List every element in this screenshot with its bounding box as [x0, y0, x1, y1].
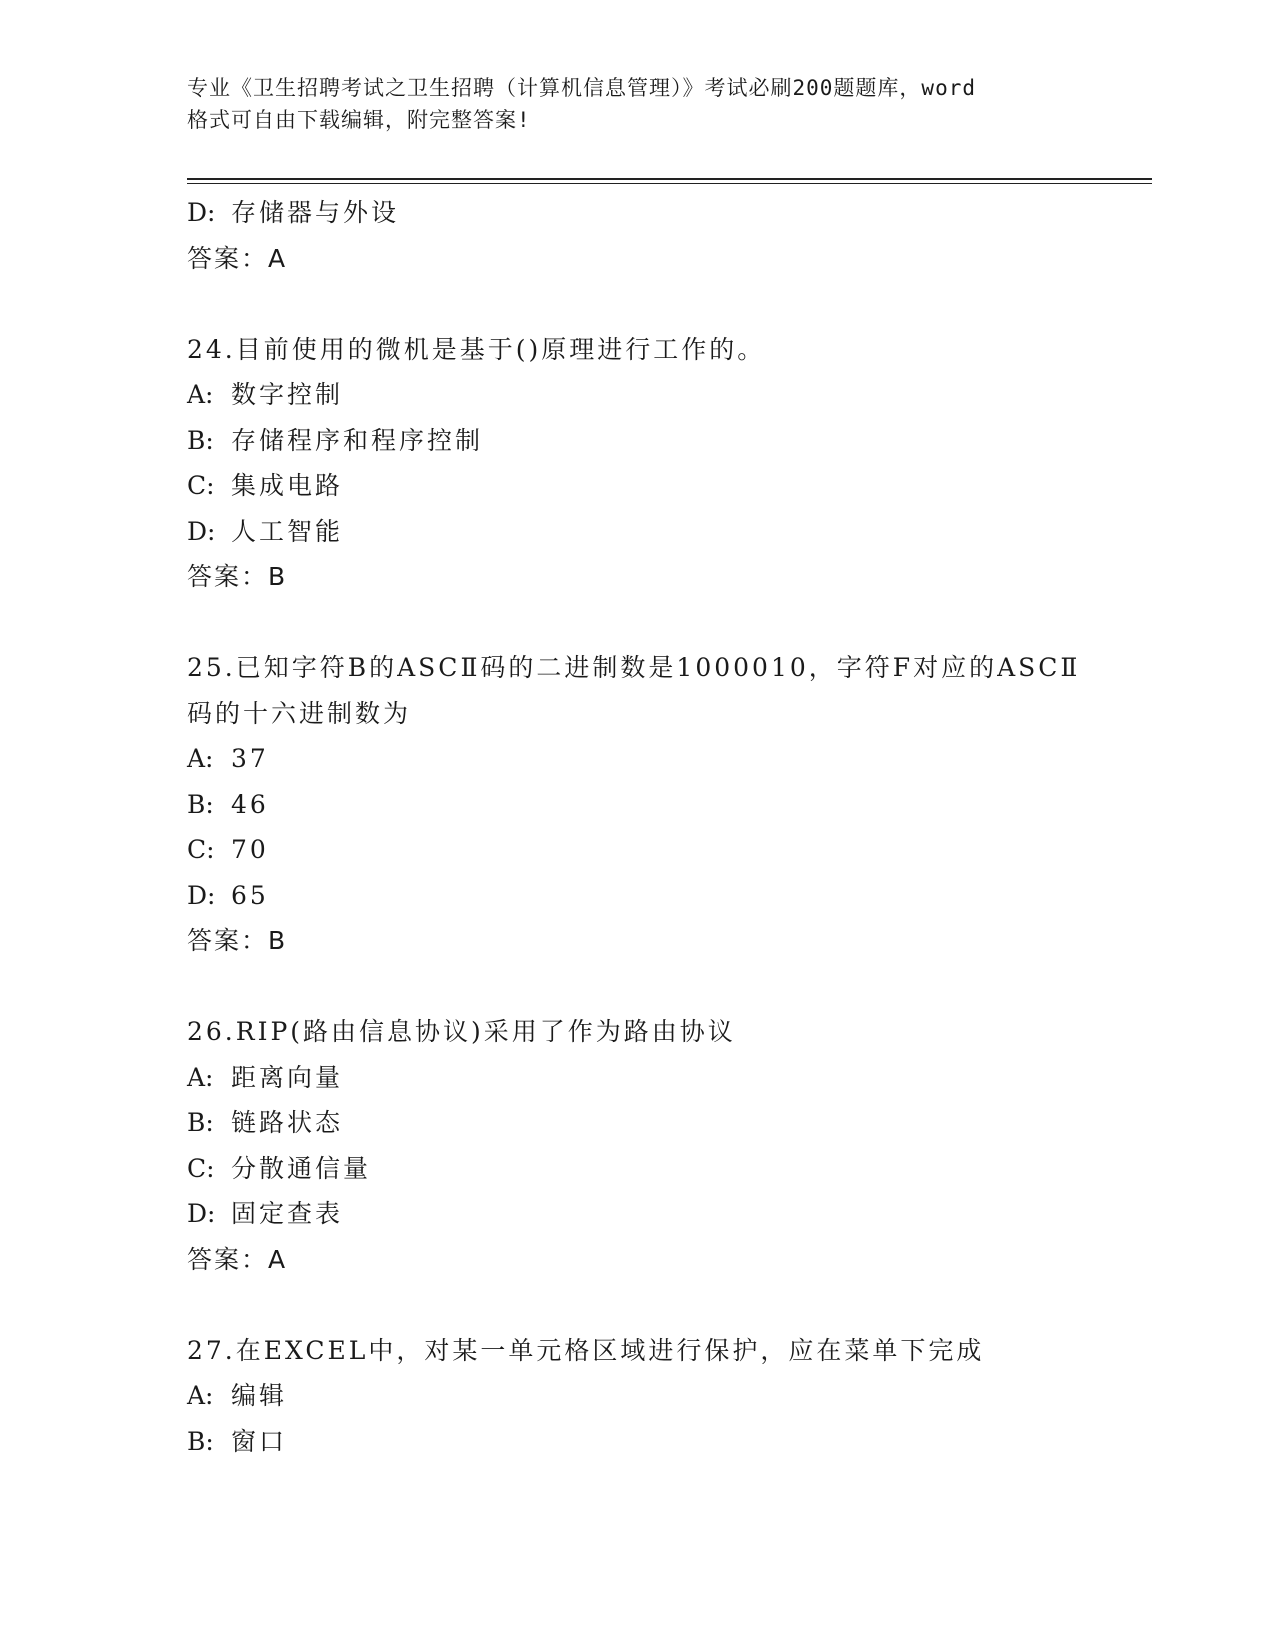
option-text: 数字控制 [231, 380, 344, 409]
option-a [187, 372, 1152, 418]
option-key: C: [187, 1153, 215, 1183]
question-26 [187, 1009, 1152, 1282]
option-d [187, 509, 1152, 555]
option-key: B: [187, 789, 214, 819]
question-27 [187, 1328, 1152, 1465]
option-text: 存储器与外设 [231, 198, 400, 227]
option-text: 46 [231, 789, 269, 819]
option-key: A: [187, 1381, 214, 1410]
option-text: 链路状态 [231, 1108, 344, 1137]
option-d [187, 1191, 1152, 1237]
option-a [187, 1055, 1152, 1101]
option-key: D: [187, 880, 216, 910]
option-b [187, 782, 1152, 828]
option-d [187, 190, 1152, 236]
option-text: 37 [231, 744, 269, 773]
option-text: 固定查表 [231, 1199, 344, 1228]
option-b [187, 418, 1152, 464]
header-line-1: 专业《卫生招聘考试之卫生招聘（计算机信息管理）》考试必刷200题题库，word [187, 76, 976, 100]
option-a [187, 736, 1152, 782]
option-c [187, 1146, 1152, 1192]
option-text: 距离向量 [231, 1062, 344, 1092]
option-text: 65 [231, 880, 269, 910]
option-d [187, 873, 1152, 919]
option-key: D: [187, 1199, 216, 1228]
answer-line: 答案：A [187, 1244, 288, 1274]
option-text: 分散通信量 [231, 1153, 372, 1183]
option-key: A: [187, 380, 214, 409]
question-24 [187, 327, 1152, 600]
option-key: B: [187, 1108, 214, 1137]
option-key: C: [187, 471, 215, 500]
option-key: B: [187, 1426, 214, 1456]
document-page [187, 0, 1152, 1650]
option-b [187, 1419, 1152, 1465]
document-header [187, 72, 1152, 136]
option-text: 人工智能 [231, 516, 344, 546]
option-key: B: [187, 425, 214, 455]
option-key: A: [187, 744, 214, 773]
answer-line: 答案：B [187, 562, 288, 591]
option-c [187, 463, 1152, 509]
option-b [187, 1100, 1152, 1146]
question-stem: 24.目前使用的微机是基于()原理进行工作的。 [187, 334, 766, 364]
question-stem: 25.已知字符B的ASCⅡ码的二进制数是1000010，字符F对应的ASCⅡ [187, 653, 1081, 682]
option-key: D: [187, 198, 216, 227]
option-text: 编辑 [231, 1381, 288, 1410]
option-key: A: [187, 1062, 214, 1092]
question-list [187, 190, 1152, 1464]
option-text: 70 [231, 835, 269, 864]
question-stem-continued: 码的十六进制数为 [187, 698, 412, 728]
answer-line: 答案：A [187, 243, 288, 273]
option-key: D: [187, 516, 216, 546]
question-stem: 26.RIP(路由信息协议)采用了作为路由协议 [187, 1017, 736, 1046]
option-text: 集成电路 [231, 471, 344, 500]
option-text: 存储程序和程序控制 [231, 425, 484, 455]
question-25 [187, 645, 1152, 964]
option-a [187, 1373, 1152, 1419]
question-stem: 27.在EXCEL中，对某一单元格区域进行保护，应在菜单下完成 [187, 1335, 985, 1365]
option-c [187, 827, 1152, 873]
option-text: 窗口 [231, 1426, 288, 1456]
header-line-2: 格式可自由下载编辑，附完整答案! [187, 108, 531, 132]
option-key: C: [187, 835, 215, 864]
header-divider [187, 178, 1152, 184]
answer-line: 答案：B [187, 926, 288, 955]
